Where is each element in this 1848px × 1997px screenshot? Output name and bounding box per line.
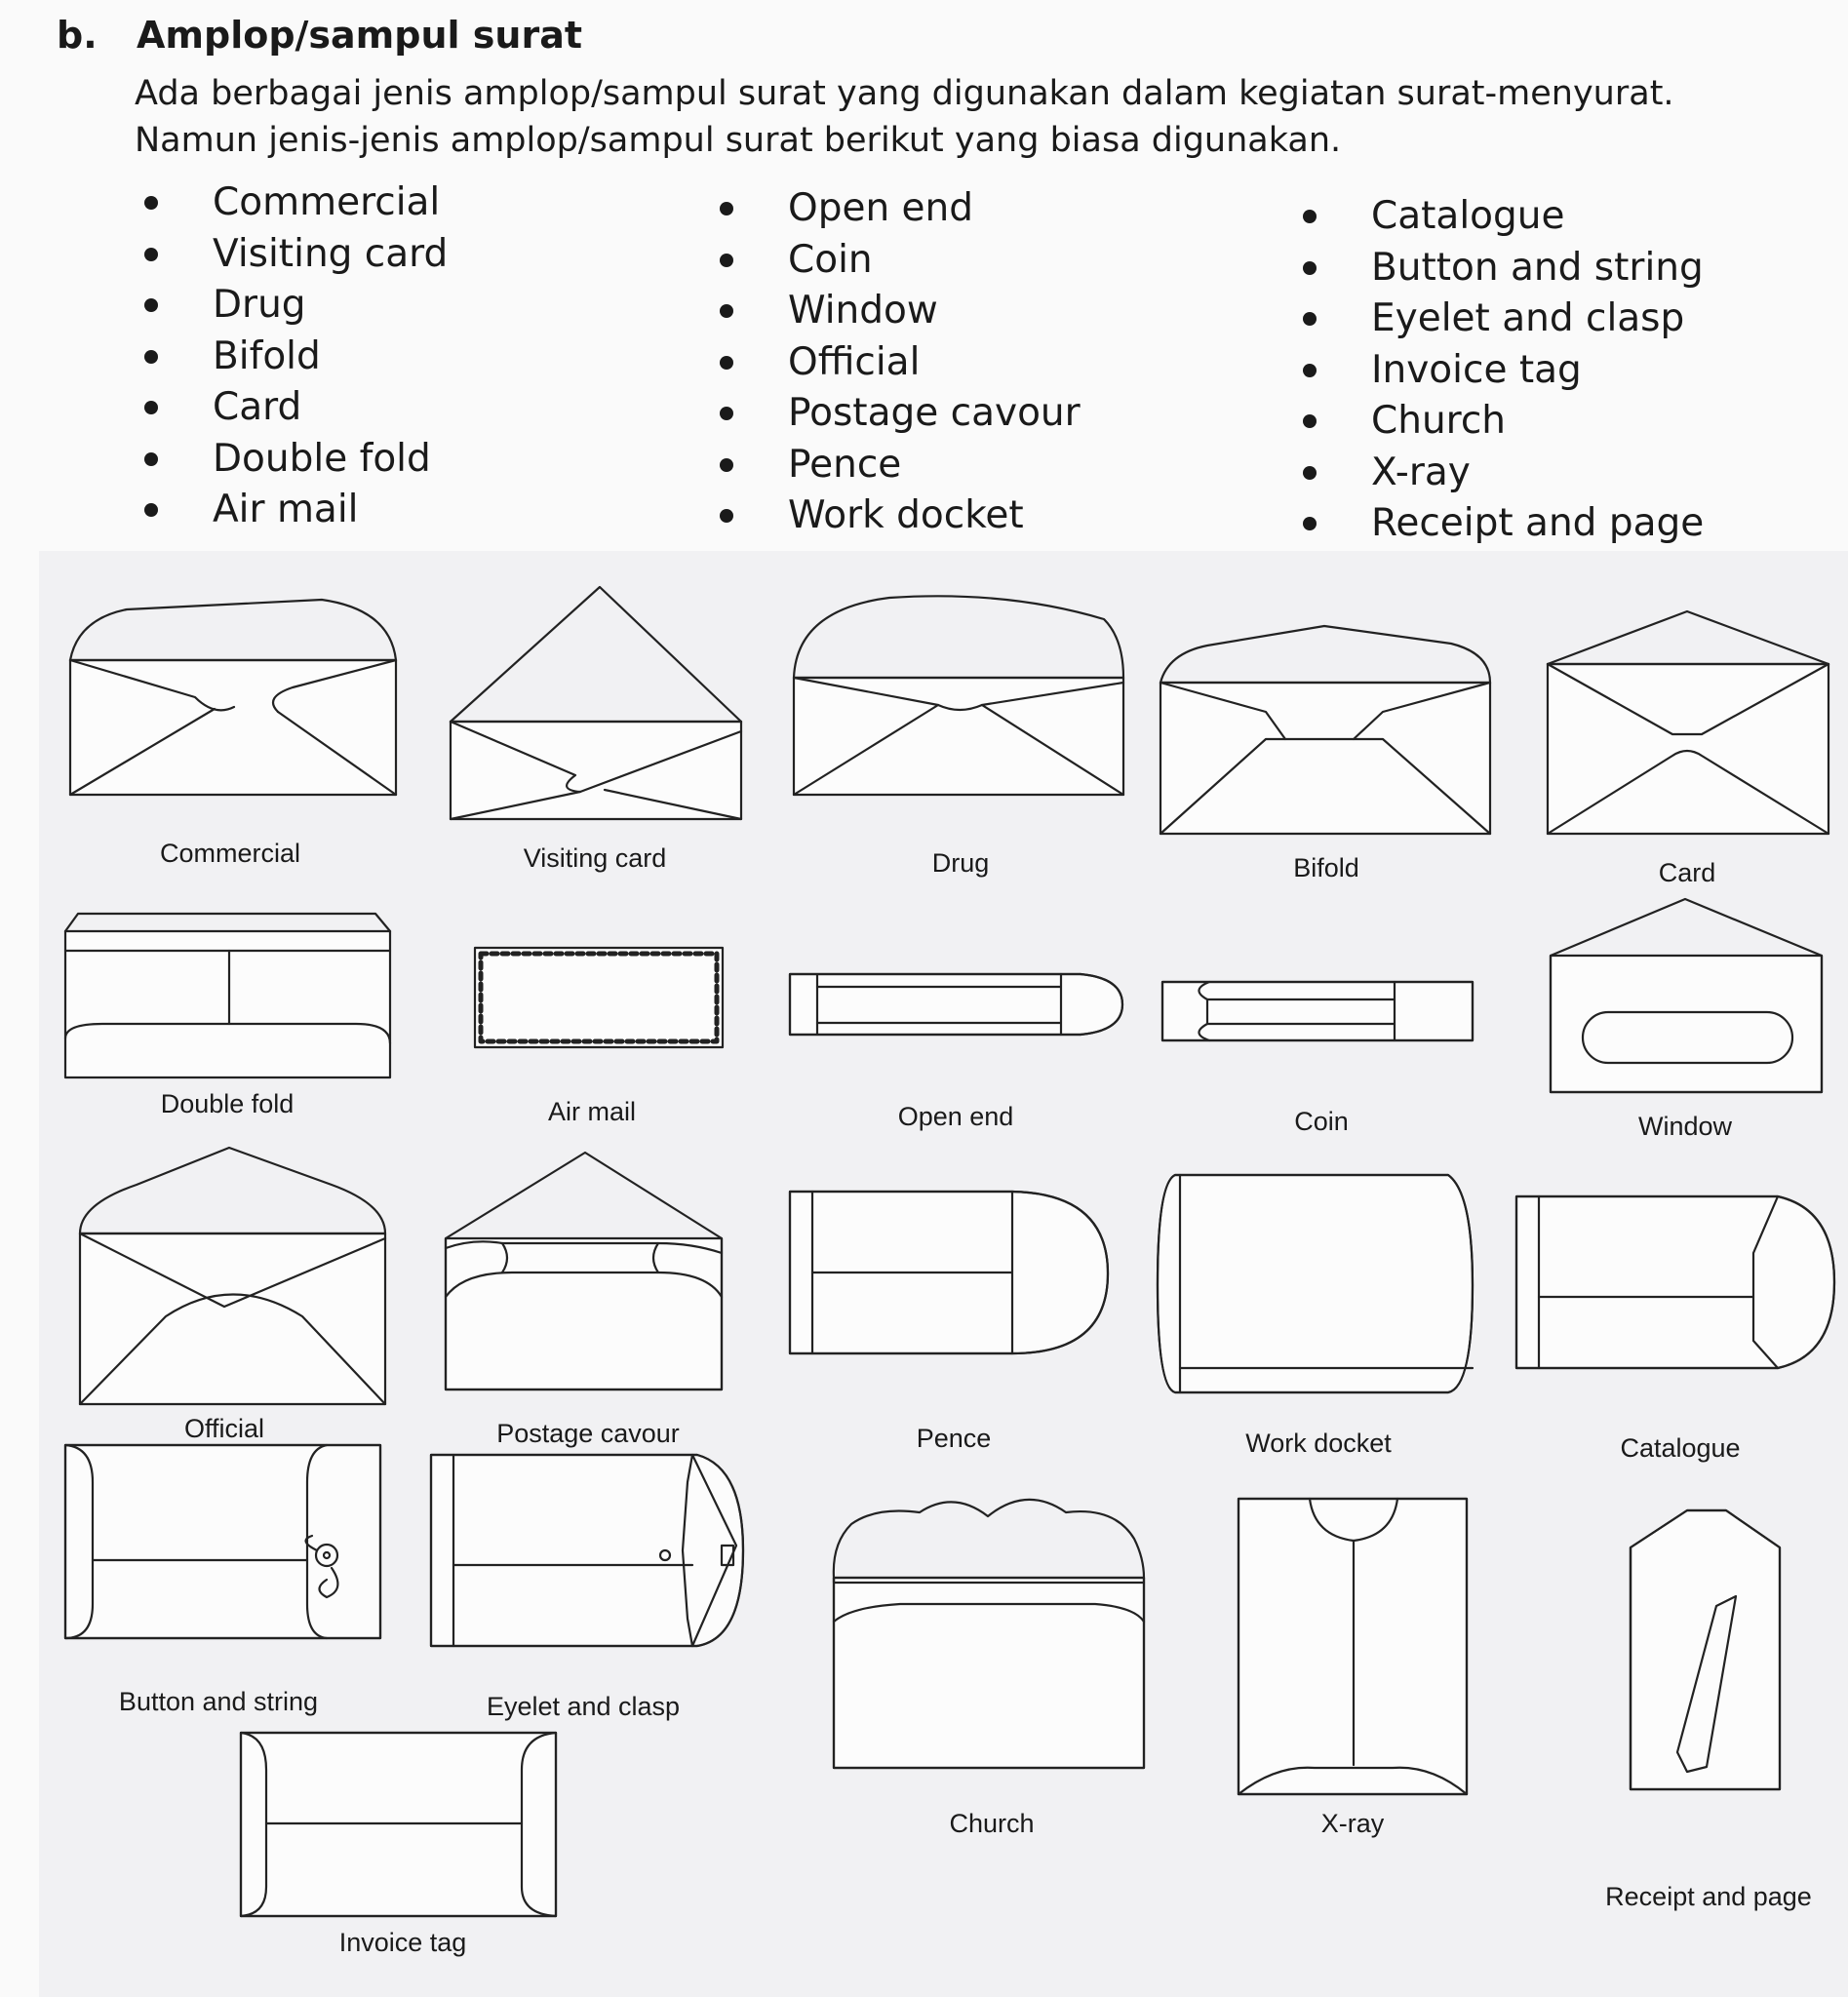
list-item: Window [712,286,1081,337]
caption-visiting-card: Visiting card [523,843,667,873]
caption-card: Card [1658,858,1716,887]
envelope-types-figure [0,551,1848,1997]
list-item: Visiting card [137,229,448,281]
work-docket-envelope-drawing [1156,1173,1477,1397]
caption-receipt-and-page: Receipt and page [1605,1882,1812,1911]
window-envelope-drawing [1549,897,1827,1102]
list-item: Postage cavour [712,388,1081,440]
envelope-list-column-2 [712,183,1081,542]
drug-envelope-drawing [792,590,1128,804]
intro-line-2: Namun jenis-jenis amplop/sampul surat berikut yang biasa digunakan. [135,121,1342,160]
visiting-card-envelope-drawing [449,585,746,829]
caption-xray: X-ray [1320,1809,1385,1838]
caption-window: Window [1637,1112,1733,1141]
bullet-icon [1303,466,1317,480]
list-item: Invoice tag [1295,345,1704,397]
commercial-envelope-drawing [68,590,400,804]
bullet-icon [1303,261,1317,275]
envelope-list-column-1 [137,177,448,536]
list-item: X-ray [1295,448,1704,499]
bullet-icon [144,503,158,517]
bullet-icon [1303,517,1317,530]
bullet-icon [720,356,733,370]
list-item: Commercial [137,177,448,229]
list-item: Button and string [1295,243,1704,294]
xray-envelope-drawing [1237,1497,1471,1799]
list-item: Open end [712,183,1081,235]
bullet-icon [144,196,158,210]
caption-official: Official [183,1414,265,1443]
bullet-icon [144,298,158,312]
bullet-icon [1303,364,1317,377]
list-item: Receipt and page [1295,498,1704,550]
list-item: Coin [712,235,1081,287]
bullet-icon [144,452,158,466]
list-item: Double fold [137,434,448,486]
bullet-icon [144,350,158,364]
list-item: Work docket [712,490,1081,542]
caption-bifold: Bifold [1293,853,1359,882]
list-item: Drug [137,280,448,332]
caption-pence: Pence [916,1424,992,1453]
bullet-icon [720,254,733,267]
bullet-icon [720,304,733,318]
official-envelope-drawing [78,1146,390,1409]
caption-church: Church [949,1809,1035,1838]
caption-postage-cavour: Postage cavour [496,1419,680,1448]
caption-double-fold: Double fold [160,1089,295,1118]
double-fold-envelope-drawing [63,912,395,1087]
church-envelope-drawing [832,1485,1149,1773]
list-item: Catalogue [1295,191,1704,243]
postage-cavour-envelope-drawing [444,1151,727,1394]
caption-drug: Drug [931,848,990,878]
caption-catalogue: Catalogue [1620,1433,1741,1463]
envelope-list-column-3 [1295,191,1704,550]
eyelet-and-clasp-envelope-drawing [429,1453,746,1648]
air-mail-envelope-drawing [473,946,727,1053]
caption-air-mail: Air mail [547,1097,637,1126]
bullet-icon [720,202,733,215]
list-item: Bifold [137,332,448,383]
button-and-string-envelope-drawing [63,1443,385,1643]
card-envelope-drawing [1546,609,1833,843]
section-title: Amplop/sampul surat [137,14,583,57]
pence-envelope-drawing [788,1190,1112,1357]
caption-work-docket: Work docket [1245,1429,1392,1458]
list-item: Air mail [137,485,448,536]
section-letter: b. [57,14,98,57]
caption-eyelet-and-clasp: Eyelet and clasp [486,1692,681,1721]
open-end-envelope-drawing [788,972,1124,1038]
bullet-icon [720,458,733,472]
bullet-icon [144,248,158,261]
bullet-icon [720,407,733,420]
list-item: Official [712,337,1081,389]
bullet-icon [720,509,733,523]
bullet-icon [1303,210,1317,223]
bullet-icon [1303,414,1317,428]
receipt-and-page-envelope-drawing [1629,1508,1785,1793]
intro-line-1: Ada berbagai jenis amplop/sampul surat yang digunakan dalam kegiatan surat-menyurat. [135,74,1674,113]
caption-invoice-tag: Invoice tag [338,1928,467,1957]
caption-coin: Coin [1294,1107,1349,1136]
list-item: Eyelet and clasp [1295,294,1704,345]
caption-commercial: Commercial [159,839,301,868]
coin-envelope-drawing [1160,980,1477,1043]
catalogue-envelope-drawing [1514,1194,1836,1370]
caption-button-and-string: Button and string [118,1687,319,1716]
bullet-icon [1303,312,1317,326]
list-item: Church [1295,396,1704,448]
invoice-tag-envelope-drawing [239,1731,561,1921]
bifold-envelope-drawing [1159,624,1495,839]
caption-open-end: Open end [897,1102,1014,1131]
intro-paragraph [135,70,1792,164]
list-item: Card [137,382,448,434]
bullet-icon [144,401,158,414]
list-item: Pence [712,440,1081,491]
